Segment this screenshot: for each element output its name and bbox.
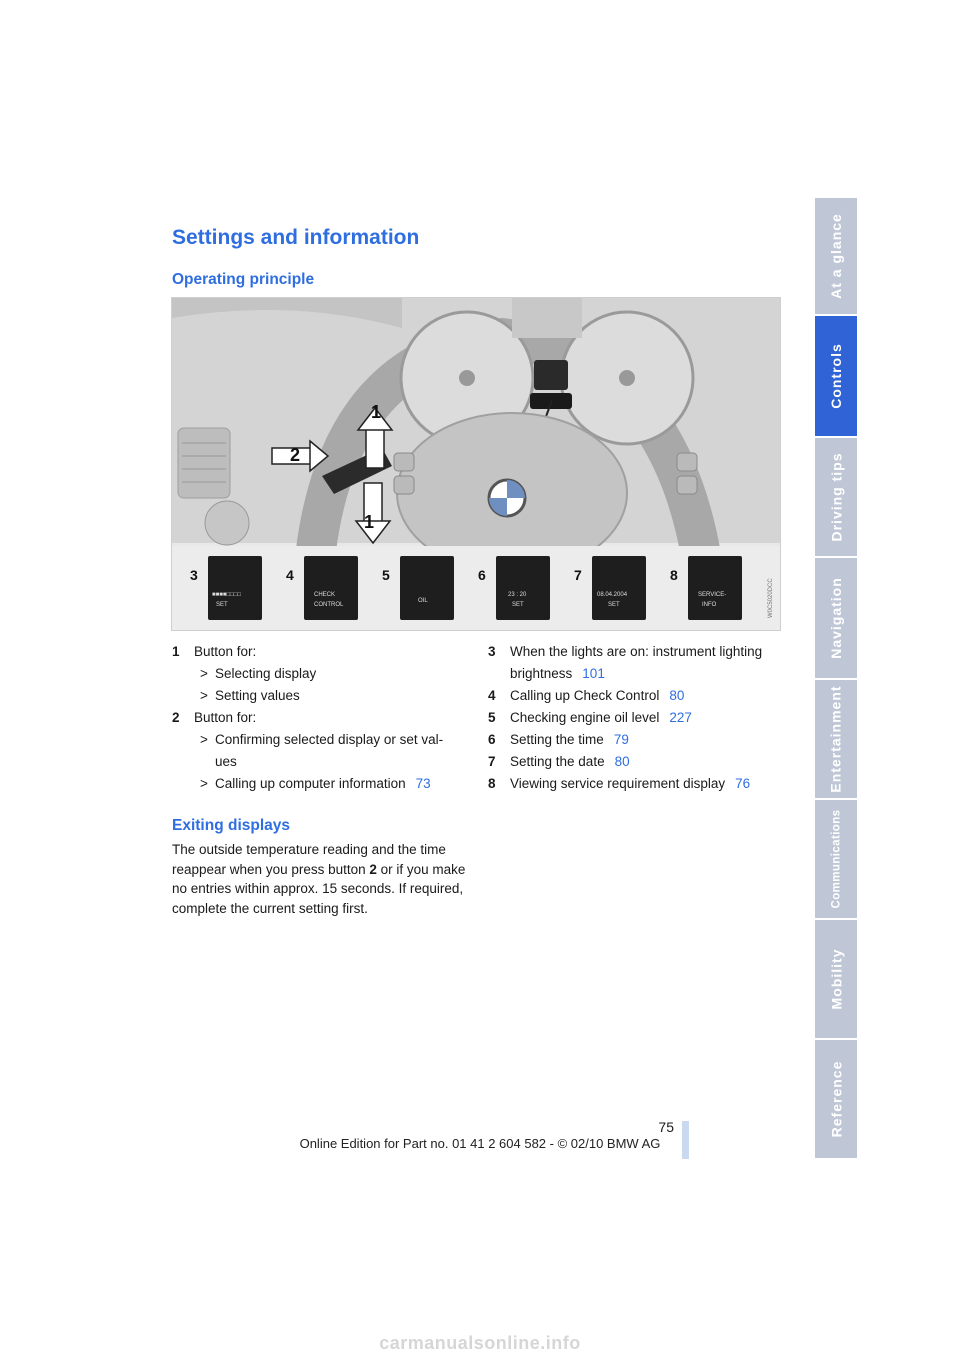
tab-controls[interactable] [815, 316, 857, 438]
display-sub: SET [512, 602, 524, 608]
page-reference-link[interactable]: 76 [735, 776, 751, 791]
page-reference-link[interactable]: 73 [415, 776, 431, 791]
display-sub: SET [216, 602, 228, 608]
watermark: carmanualsonline.info [379, 1333, 581, 1353]
tab-label: At a glance [828, 213, 845, 299]
display-text: SERVICE- [698, 592, 727, 598]
legend-item-4 [488, 685, 788, 707]
legend-number: 2 [172, 710, 180, 725]
legend-bullet-continued [172, 751, 472, 773]
tab-communications[interactable] [815, 800, 857, 920]
callout-1-top: 1 [371, 402, 382, 422]
instrument-button-display [534, 360, 568, 390]
tab-label: Driving tips [828, 452, 845, 542]
tab-label: Mobility [828, 948, 845, 1010]
legend-item-5 [488, 707, 788, 729]
instrument-cluster-figure [171, 297, 781, 631]
light-switch-knob [205, 501, 249, 545]
legend-item-8 [488, 773, 788, 795]
tab-label: Controls [828, 343, 844, 409]
display-number: 3 [190, 567, 198, 583]
section-heading-operating-principle: Operating principle [172, 271, 315, 288]
legend-text: Viewing service requirement display [510, 776, 726, 791]
legend-item-3 [488, 641, 788, 663]
page-reference-link[interactable]: 79 [613, 732, 629, 747]
bullet-text: Selecting display [215, 666, 317, 681]
tab-entertainment[interactable] [815, 680, 857, 800]
footer-edition: Online Edition for Part no. 01 41 2 604 582 - © 02/10 BMW AG [299, 1136, 661, 1151]
callout-1-bottom: 1 [364, 512, 375, 532]
legend-item-3-continued [488, 663, 788, 685]
display-sub: INFO [702, 602, 717, 608]
bullet-text: Setting values [215, 688, 300, 703]
legend-left [172, 641, 472, 795]
display-text: 08.04.2004 [597, 592, 628, 598]
bullet-mark: > [200, 688, 208, 703]
image-code: W0C5020DCC [768, 578, 774, 618]
display-text: 23 : 20 [508, 592, 527, 598]
display-number: 8 [670, 567, 678, 583]
legend-item-6 [488, 729, 788, 751]
display-number: 7 [574, 567, 582, 583]
tab-navigation[interactable] [815, 558, 857, 680]
legend-number: 4 [488, 688, 496, 703]
display-sub: CONTROL [314, 602, 344, 608]
legend-bullet [172, 663, 472, 685]
display-text: ■■■■□□□□ [212, 592, 241, 598]
legend-number: 3 [488, 644, 496, 659]
instrument-cluster-illustration [172, 298, 780, 630]
tab-label: Reference [828, 1060, 845, 1138]
legend-text: Button for: [194, 710, 257, 725]
legend-text: brightness [510, 666, 573, 681]
page-number: 75 [658, 1119, 674, 1135]
paragraph-text: or if you make no entries within approx. 15 seconds. If required, complete the current setting first. [172, 861, 466, 916]
tab-label: Navigation [828, 577, 845, 659]
legend-item-2 [172, 707, 472, 729]
tab-driving-tips[interactable] [815, 438, 857, 558]
display-number: 6 [478, 567, 486, 583]
tab-mobility[interactable] [815, 920, 857, 1040]
legend-number: 5 [488, 710, 496, 725]
bullet-mark: > [200, 732, 208, 747]
display-text: CHECK [314, 592, 336, 598]
legend-text: Setting the time [510, 732, 604, 747]
legend-text: Setting the date [510, 754, 605, 769]
tab-label: Entertainment [828, 685, 844, 793]
page-reference-link[interactable]: 227 [669, 710, 692, 725]
page-reference-link[interactable]: 101 [582, 666, 605, 681]
bullet-mark: > [200, 776, 208, 791]
bullet-text: ues [215, 754, 237, 769]
legend-number: 1 [172, 644, 180, 659]
legend-number: 6 [488, 732, 496, 747]
tab-label: Communications [830, 809, 843, 909]
display-sub: SET [608, 602, 620, 608]
page-title: Settings and information [172, 226, 420, 249]
callout-2: 2 [290, 445, 301, 465]
display-text: OIL [418, 598, 428, 604]
legend-number: 7 [488, 754, 496, 769]
legend-bullet [172, 729, 472, 751]
section-heading-exiting-displays: Exiting displays [172, 817, 291, 834]
legend-right [488, 641, 788, 795]
legend-item-1 [172, 641, 472, 663]
legend-item-7 [488, 751, 788, 773]
air-vent [178, 428, 230, 498]
legend-text: When the lights are on: instrument lighting [510, 644, 763, 659]
legend-text: Calling up Check Control [510, 688, 660, 703]
display-number: 4 [286, 567, 294, 583]
legend-text: Checking engine oil level [510, 710, 660, 725]
page-reference-link[interactable]: 80 [669, 688, 685, 703]
display-number: 5 [382, 567, 390, 583]
tab-at-a-glance[interactable] [815, 198, 857, 316]
bullet-mark: > [200, 666, 208, 681]
legend-text: Button for: [194, 644, 257, 659]
page-reference-link[interactable]: 80 [614, 754, 630, 769]
legend-bullet [172, 685, 472, 707]
bullet-text: Calling up computer information [215, 776, 406, 791]
legend-number: 8 [488, 776, 496, 791]
legend-bullet [172, 773, 472, 795]
exiting-displays-paragraph [172, 840, 472, 918]
paragraph-text: The outside temperature reading and the time reappear when you press button [172, 842, 446, 877]
bullet-text: Confirming selected display or set val- [215, 732, 444, 747]
paragraph-bold-number: 2 [369, 861, 377, 877]
